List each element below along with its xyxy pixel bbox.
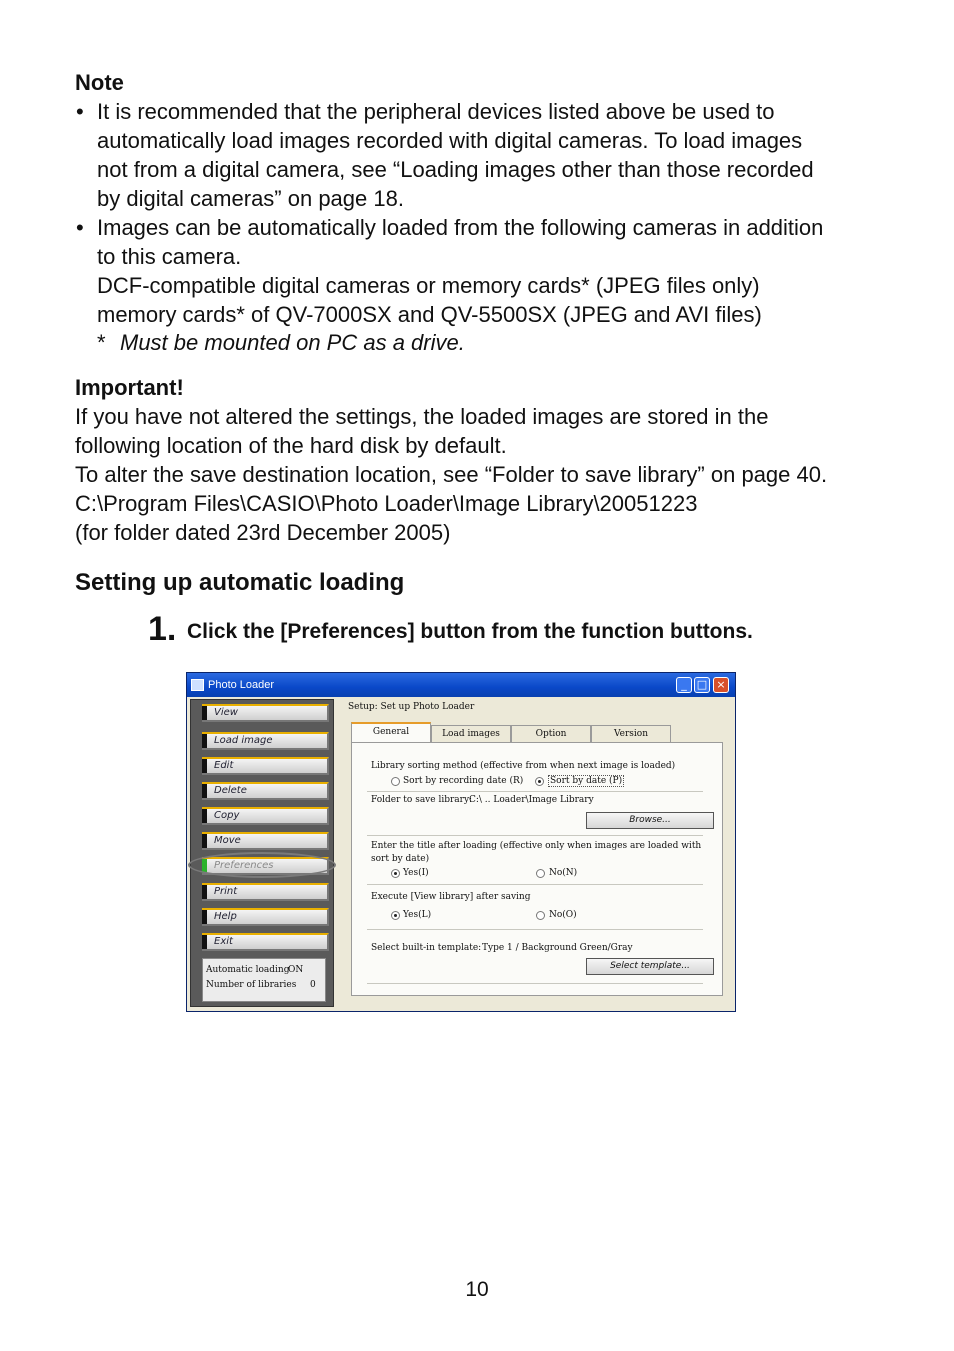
section-divider (367, 835, 703, 836)
auto-loading-label: Automatic loading (206, 965, 290, 975)
exit-button[interactable]: Exit (202, 933, 329, 951)
auto-loading-value: ON (288, 965, 304, 975)
title-heading-line1: Enter the title after loading (effective only when images are loaded with (371, 841, 702, 851)
function-buttons-panel (190, 699, 334, 1007)
sort-by-date-label: Sort by date (P) (550, 776, 623, 786)
text-line: automatically load images recorded with digital cameras. To load images (97, 128, 803, 153)
important-heading: Important! (75, 375, 184, 400)
preferences-highlight (188, 852, 336, 878)
text-line: (for folder dated 23rd December 2005) (75, 520, 451, 545)
section-title: Setting up automatic loading (75, 569, 405, 596)
text-line: not from a digital camera, see “Loading images other than those recorded (97, 157, 814, 182)
bullet-mark: • (76, 215, 84, 240)
app-icon (191, 679, 204, 691)
text-line: To alter the save destination location, see “Folder to save library” on page 40. (75, 462, 828, 487)
sort-heading: Library sorting method (effective from when next image is loaded) (371, 761, 676, 771)
status-box (202, 958, 326, 1002)
text-line: Images can be automatically loaded from the following cameras in addition (97, 215, 824, 240)
photo-loader-window (186, 672, 736, 1012)
section-divider (367, 791, 703, 792)
minimize-button[interactable]: _ (676, 677, 692, 693)
load-image-button[interactable]: Load image (202, 732, 329, 750)
execute-heading: Execute [View library] after saving (371, 892, 531, 902)
execute-yes-label: Yes(L) (403, 910, 432, 920)
title-heading-line2: sort by date) (371, 854, 430, 864)
text-line: It is recommended that the peripheral devices listed above be used to (97, 99, 775, 124)
title-no-label: No(N) (549, 868, 578, 878)
section-divider (367, 929, 703, 930)
tab-version[interactable]: Version (591, 725, 671, 742)
text-line: memory cards* of QV-7000SX and QV-5500SX (JPEG and AVI files) (97, 302, 762, 327)
section-divider (367, 884, 703, 885)
bullet-mark: • (76, 99, 84, 124)
section-divider (367, 983, 703, 984)
folder-value: C:\ .. Loader\Image Library (469, 795, 594, 805)
print-button[interactable]: Print (202, 883, 329, 901)
step-number: 1. (148, 610, 177, 648)
tab-option[interactable]: Option (511, 725, 591, 742)
execute-yes-radio[interactable] (391, 911, 400, 920)
template-value: Type 1 / Background Green/Gray (482, 943, 633, 953)
libraries-value: 0 (310, 980, 316, 990)
sort-by-date-radio[interactable] (535, 777, 544, 786)
step-text: Click the [Preferences] button from the function buttons. (187, 620, 753, 643)
tab-load-images[interactable]: Load images (431, 725, 511, 742)
window-title: Photo Loader (208, 679, 275, 691)
text-line: DCF-compatible digital cameras or memory cards* (JPEG files only) (97, 273, 760, 298)
footnote-mark: * (97, 330, 106, 355)
important-body (75, 402, 895, 547)
setup-dialog (337, 699, 731, 1009)
browse-button[interactable]: Browse... (586, 812, 714, 829)
view-button[interactable]: View (202, 704, 329, 722)
template-label: Select built-in template: (371, 943, 482, 953)
move-button[interactable]: Move (202, 832, 329, 850)
edit-button[interactable]: Edit (202, 757, 329, 775)
delete-button[interactable]: Delete (202, 782, 329, 800)
text-line: to this camera. (97, 244, 242, 269)
tab-general[interactable]: General (351, 722, 431, 743)
maximize-button[interactable]: □ (694, 677, 710, 693)
title-bar[interactable] (187, 673, 735, 697)
text-line: C:\Program Files\CASIO\Photo Loader\Image Library\20051223 (75, 491, 698, 516)
footnote-text: Must be mounted on PC as a drive. (120, 330, 465, 355)
title-no-radio[interactable] (536, 869, 545, 878)
copy-button[interactable]: Copy (202, 807, 329, 825)
help-button[interactable]: Help (202, 908, 329, 926)
execute-no-radio[interactable] (536, 911, 545, 920)
execute-no-label: No(O) (549, 910, 577, 920)
setup-title: Setup: Set up Photo Loader (348, 702, 475, 712)
preferences-button[interactable]: Preferences (202, 857, 329, 875)
close-button[interactable]: × (713, 677, 729, 693)
text-line: by digital cameras” on page 18. (97, 186, 404, 211)
page-number: 10 (465, 1278, 489, 1301)
select-template-button[interactable]: Select template... (586, 958, 714, 975)
folder-label: Folder to save library: (371, 795, 473, 805)
sort-by-recording-label: Sort by recording date (R) (403, 776, 524, 786)
note-heading: Note (75, 70, 124, 95)
text-line: If you have not altered the settings, the loaded images are stored in the (75, 404, 769, 429)
text-line: following location of the hard disk by default. (75, 433, 507, 458)
libraries-label: Number of libraries (206, 980, 297, 990)
title-yes-label: Yes(I) (403, 868, 429, 878)
sort-by-recording-radio[interactable] (391, 777, 400, 786)
title-yes-radio[interactable] (391, 869, 400, 878)
